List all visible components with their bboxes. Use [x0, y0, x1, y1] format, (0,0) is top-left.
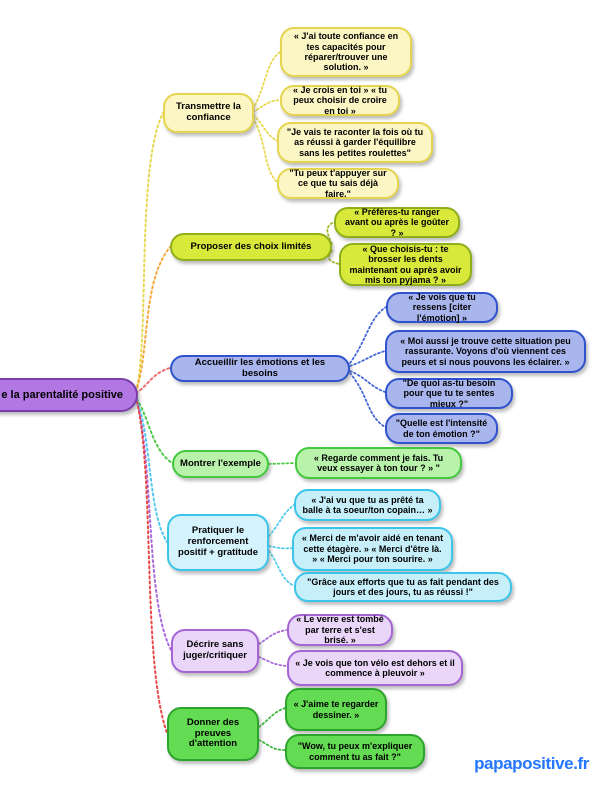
connector-emotions-child-2	[350, 351, 385, 366]
connector-center-preuves	[137, 402, 167, 733]
connector-confiance-child-4	[253, 118, 277, 182]
center-node-label: e la parentalité positive	[1, 388, 123, 401]
connector-confiance-child-3	[253, 115, 277, 141]
quote-confiance-1: « J'ai toute confiance en tes capacités pour réparer/trouver une solution. »	[280, 27, 412, 77]
connector-preuves-child-1	[259, 708, 285, 727]
connector-preuves-child-2	[259, 740, 285, 750]
connector-decrire-child-1	[259, 630, 287, 644]
quote-preuves-2: "Wow, tu peux m'expliquer comment tu as fait ?"	[285, 734, 425, 769]
branch-decrire-sans-juger: Décrire sans juger/critiquer	[171, 629, 259, 673]
connector-center-confiance	[136, 113, 163, 391]
quote-emotions-4: "Quelle est l'intensité de ton émotion ?"	[385, 413, 498, 444]
quote-exemple-1: « Regarde comment je fais. Tu veux essayer à ton tour ? » "	[295, 447, 462, 479]
quote-decrire-1: « Le verre est tombé par terre et s'est brisé. »	[287, 614, 393, 646]
quote-emotions-1: « Je vois que tu ressens [citer l'émotion] »	[386, 292, 498, 323]
branch-montrer-l-exemple: Montrer l'exemple	[172, 450, 269, 478]
papapositive-logo: papapositive.fr	[474, 754, 589, 773]
quote-confiance-4: "Tu peux t'appuyer sur ce que tu sais déjà faire."	[277, 168, 399, 199]
connector-renforcement-child-2	[269, 546, 292, 548]
quote-confiance-3: "Je vais te raconter la fois où tu as réussi à garder l'équilibre sans les petites roulettes"	[277, 122, 433, 163]
branch-proposer-des-choix-limites: Proposer des choix limités	[170, 233, 332, 261]
connector-renforcement-child-1	[269, 505, 294, 536]
quote-confiance-2: « Je crois en toi » « tu peux choisir de croire en toi »	[280, 85, 400, 116]
quote-emotions-3: "De quoi as-tu besoin pour que tu te sentes mieux ?"	[385, 378, 513, 409]
quote-renforcement-2: « Merci de m'avoir aidé en tenant cette étagère. » « Merci d'être là. » « Merci pour ton sourire. »	[292, 527, 453, 571]
branch-accueillir-les-emotions: Accueillir les émotions et les besoins	[170, 355, 350, 382]
connector-exemple-child-1	[269, 463, 295, 464]
center-node-parentalite-positive	[0, 378, 138, 412]
connector-decrire-child-2	[259, 657, 287, 666]
quote-preuves-1: « J'aime te regarder dessiner. »	[285, 688, 387, 731]
connector-emotions-child-1	[350, 307, 386, 363]
branch-pratiquer-le-renforcement: Pratiquer le renforcement positif + gratitude	[167, 514, 269, 571]
connector-renforcement-child-3	[269, 551, 294, 586]
branch-transmettre-la-confiance: Transmettre la confiance	[163, 93, 254, 133]
quote-emotions-2: « Moi aussi je trouve cette situation peu rassurante. Voyons d'où viennent ces peurs et si nous pouvons les éclairer. »	[385, 330, 586, 373]
quote-renforcement-1: « J'ai vu que tu as prêté ta balle à ta soeur/ton copain… »	[294, 489, 441, 521]
quote-renforcement-3: "Grâce aux efforts que tu as fait pendant des jours et des jours, tu as réussi !"	[294, 572, 512, 602]
quote-choix-1: « Préfères-tu ranger avant ou après le goûter ? »	[334, 207, 460, 238]
quote-choix-2: « Que choisis-tu : te brosser les dents maintenant ou après avoir mis ton pyjama ? »	[339, 243, 472, 286]
branch-donner-des-preuves: Donner des preuves d'attention	[167, 707, 259, 761]
quote-decrire-2: « Je vois que ton vélo est dehors et il commence à pleuvoir »	[287, 650, 463, 686]
